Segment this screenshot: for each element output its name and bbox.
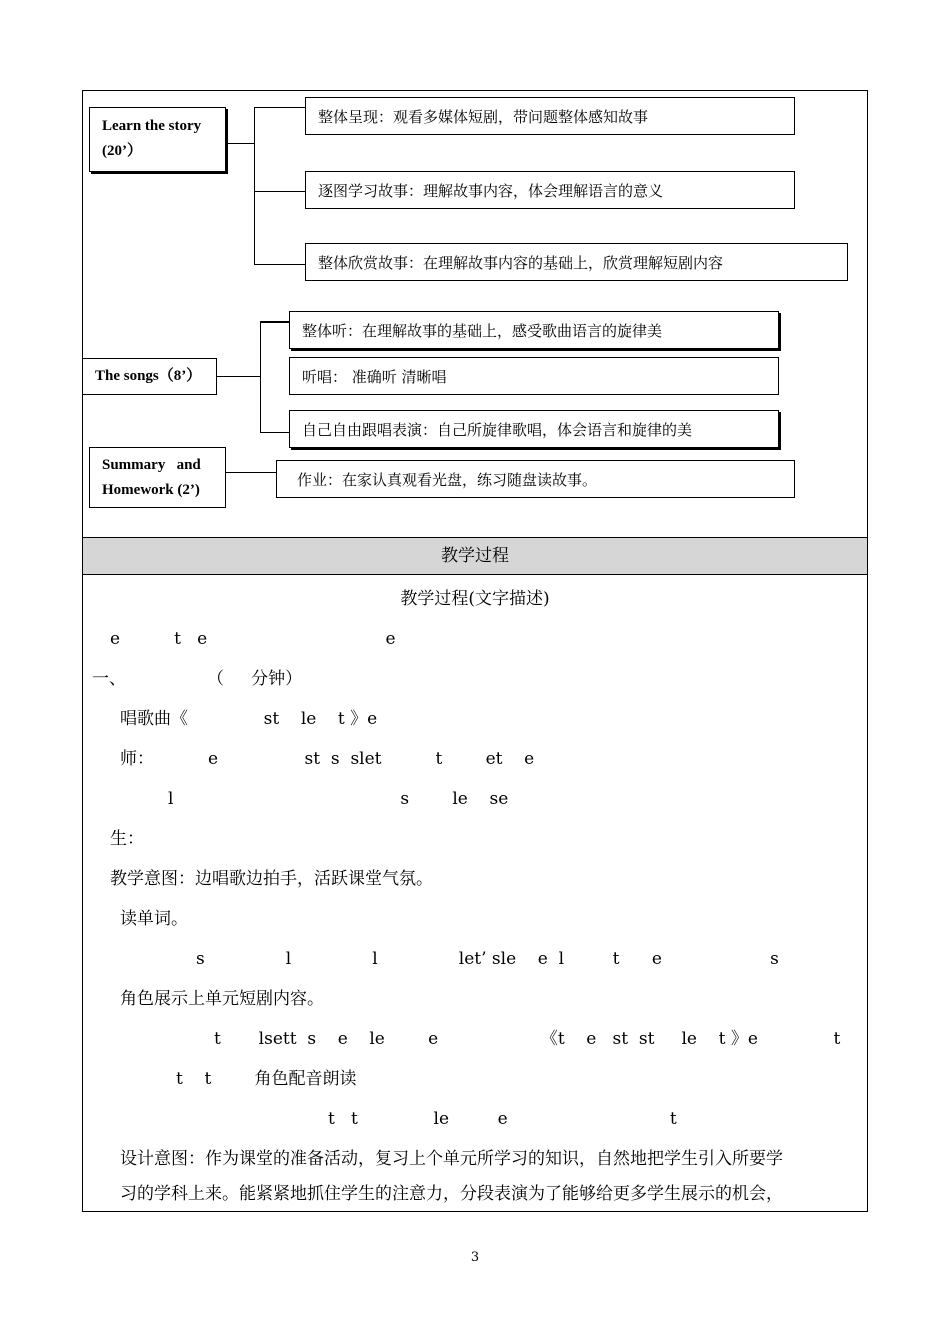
songs-item [289,357,779,395]
body-line: 设计意图：作为课堂的准备活动，复习上个单元所学习的知识，自然地把学生引入所要学 [120,1149,783,1169]
learn-story-item-text: 整体欣赏故事：在理解故事内容的基础上，欣赏理解短剧内容 [318,253,724,272]
songs-label [82,358,217,395]
connector [260,432,289,433]
page-number: 3 [470,1250,480,1265]
body-line: t lsett s e le e 《t e st st le t 》e t [214,1029,841,1049]
learn-story-item [305,97,795,135]
body-line: t t 角色配音朗读 [176,1069,357,1089]
body-line: e t e e [110,629,396,649]
summary-label [89,447,226,508]
learn-story-item-text: 整体呈现：观看多媒体短剧，带问题整体感知故事 [318,107,649,126]
body-line: 生： [110,829,144,849]
body-line: 唱歌曲《 st le t 》e [120,709,378,729]
learn-story-label [89,107,226,172]
summary-label-line2: Homework (2’) [102,482,200,498]
songs-item [289,311,779,349]
summary-item-text: 作业：在家认真观看光盘，练习随盘读故事。 [297,470,598,489]
songs-item-text: 整体听：在理解故事的基础上，感受歌曲语言的旋律美 [302,321,663,340]
connector [254,264,306,265]
body-line: 一、 （ 分钟） [92,669,303,689]
summary-item [276,460,795,498]
summary-label-line1: Summary and [102,457,201,473]
learn-story-item-text: 逐图学习故事：理解故事内容，体会理解语言的意义 [318,181,664,200]
connector [254,107,306,108]
body-line: 角色展示上单元短剧内容。 [120,989,324,1009]
connector [260,321,289,323]
section-header-text: 教学过程 [441,546,509,566]
songs-item-text: 听唱： 准确听 清晰唱 [302,367,447,386]
learn-story-item [305,243,848,281]
body-line: 读单词。 [120,909,188,929]
body-line: 教学意图：边唱歌边拍手，活跃课堂气氛。 [110,869,433,889]
songs-label-text: The songs（8’） [95,368,202,384]
songs-item [289,410,779,448]
connector [226,143,254,144]
connector [254,191,306,192]
learn-story-item [305,171,795,209]
section-header [82,537,868,575]
connector [226,472,276,473]
body-line: 师： e st s slet t et e [120,749,535,769]
body-line: 习的学科上来。能紧紧地抓住学生的注意力，分段表演为了能够给更多学生展示的机会， [120,1184,783,1204]
learn-story-label-line2: (20’） [102,143,142,159]
body-line: s l l let’ sle e l t e s [196,949,779,969]
body-subtitle: 教学过程(文字描述) [400,589,550,609]
body-line: l s le se [168,789,509,809]
connector [254,107,255,265]
songs-item-text: 自己自由跟唱表演：自己所旋律歌唱，体会语言和旋律的美 [302,420,693,439]
learn-story-label-line1: Learn the story [102,118,202,134]
connector [217,376,260,377]
body-line: t t le e t [328,1109,677,1129]
connector [260,321,261,433]
